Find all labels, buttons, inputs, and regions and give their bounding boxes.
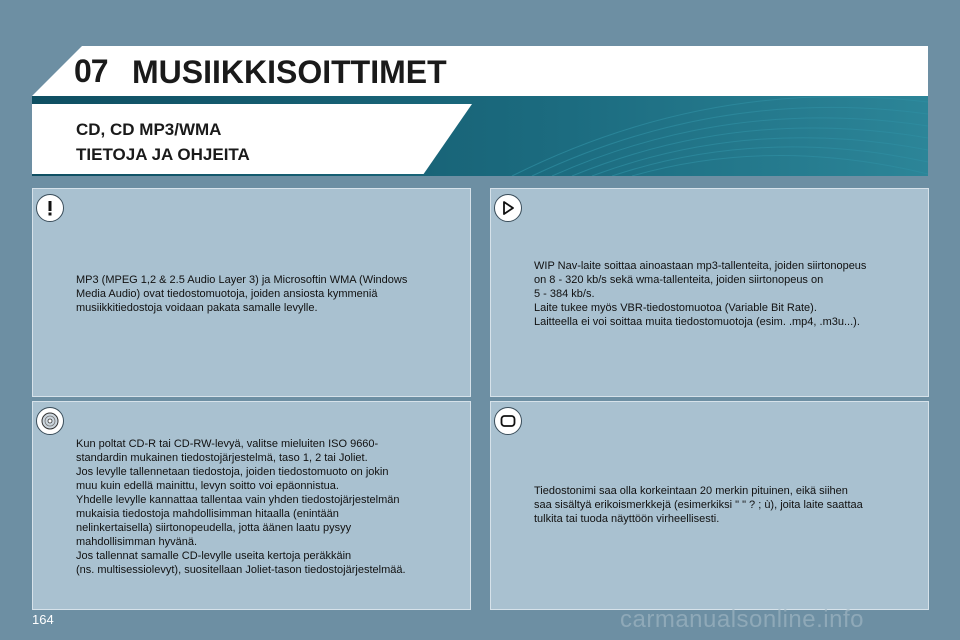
panel-text-filenames: Tiedostonimi saa olla korkeintaan 20 merkin pituinen, eikä siihen saa sisältyä erikoismerkkejä (esimerkiksi " " ? ; ù), joita laite saattaa tulkita tai tuoda näyttöön virheellisesti. bbox=[534, 485, 863, 525]
play-triangle-icon bbox=[494, 194, 522, 222]
panel-text-burning: Kun poltat CD-R tai CD-RW-levyä, valitse mieluiten ISO 9660- standardin mukainen tiedostojärjestelmä, taso 1, 2 tai Joliet. Jos levylle tallennetaan tiedostoja, joiden tiedostomuoto on jokin muu kuin edellä mainittu, levyn soitto voi epäonnistua. Yhdelle levylle kannattaa tallentaa vain yhden tiedostojärjestelmän mukaisia tiedostoja mahdollisimman hitaalla (enintään nelinkertaisella) siirtonopeudella, jotta äänen laatu pysyy mahdollisimman hyvänä. Jos tallennat samalle CD-levylle useita kertoja peräkkäin (ns. multisessiolevyt), suositellaan Joliet-tason tiedostojärjestelmää. bbox=[76, 438, 406, 576]
disc-icon bbox=[36, 407, 64, 435]
page-number: 164 bbox=[32, 612, 54, 627]
exclamation-icon bbox=[36, 194, 64, 222]
watermark: carmanualsonline.info bbox=[620, 606, 864, 633]
rounded-square-icon bbox=[494, 407, 522, 435]
panel-text-formats: MP3 (MPEG 1,2 & 2.5 Audio Layer 3) ja Microsoftin WMA (Windows Media Audio) ovat tiedostomuotoja, joiden ansiosta kymmeniä musiikkitiedostoja voidaan pakata samalle levylle. bbox=[76, 274, 408, 314]
section-subtitle: TIETOJA JA OHJEITA bbox=[76, 145, 250, 164]
chapter-number: 07 bbox=[74, 53, 108, 89]
panel-text-bitrates: WIP Nav-laite soittaa ainoastaan mp3-tallenteita, joiden siirtonopeus on 8 - 320 kb/s sekä wma-tallenteita, joiden siirtonopeus on 5 - 384 kb/s. Laite tukee myös VBR-tiedostomuotoa (Variable Bit Rate). Laitteella ei voi soittaa muita tiedostomuotoja (esim. .mp4, .m3u...). bbox=[534, 260, 867, 328]
section-title: CD, CD MP3/WMA bbox=[76, 120, 222, 139]
chapter-title: MUSIIKKISOITTIMET bbox=[132, 54, 447, 90]
